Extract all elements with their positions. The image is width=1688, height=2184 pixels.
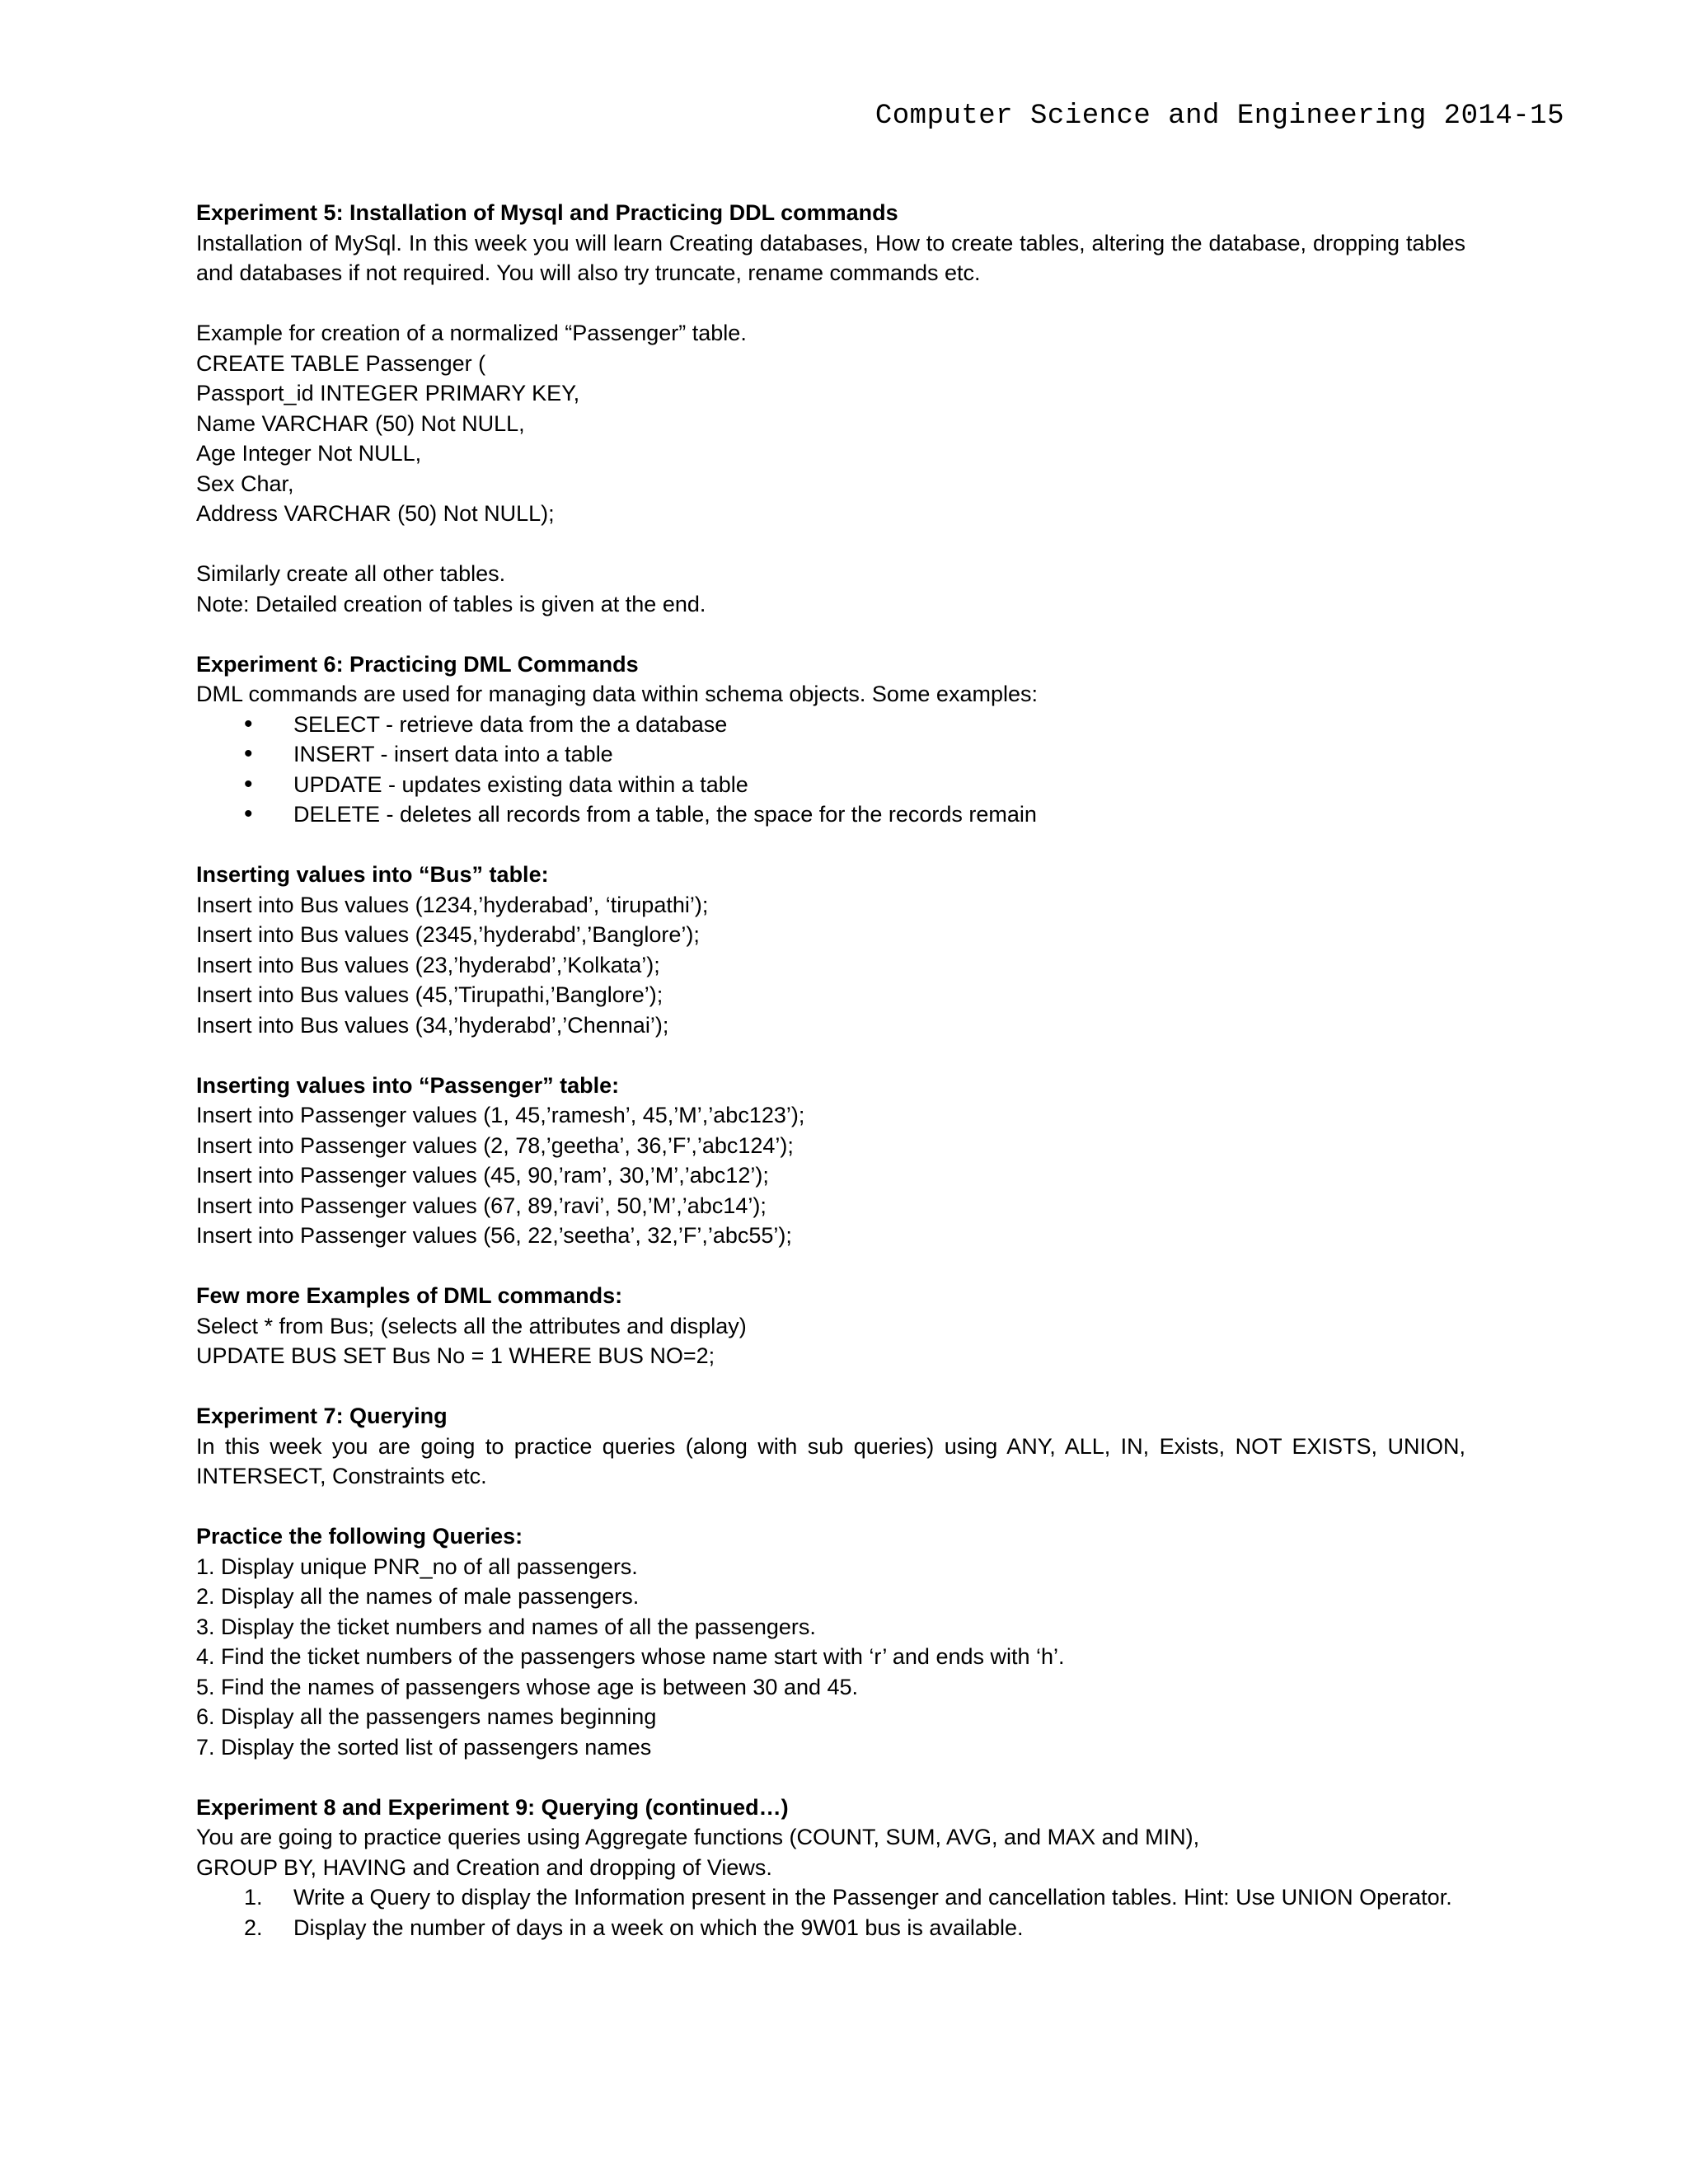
- exp5-similarly: Similarly create all other tables.: [196, 561, 506, 586]
- spacer: [196, 1251, 1465, 1282]
- list-item: • DELETE - deletes all records from a table, the space for the records remain: [196, 799, 1465, 830]
- query-item: 3. Display the ticket numbers and names of all the passengers.: [196, 1614, 816, 1639]
- exp89-intro-line: You are going to practice queries using Aggregate functions (COUNT, SUM, AVG, and MAX and MIN),: [196, 1825, 1200, 1849]
- dml-bullet-list: [196, 710, 1465, 830]
- spacer: [196, 288, 1465, 319]
- code-line: Passport_id INTEGER PRIMARY KEY,: [196, 381, 580, 405]
- query-item: 1. Display unique PNR_no of all passengers.: [196, 1554, 638, 1579]
- code-line: UPDATE BUS SET Bus No = 1 WHERE BUS NO=2;: [196, 1343, 715, 1368]
- code-line: Sex Char,: [196, 471, 294, 496]
- list-item: [196, 1913, 1465, 1943]
- list-item-text: Write a Query to display the Information present in the Passenger and cancellation tables. Hint: Use UNION Operator.: [293, 1885, 1452, 1910]
- code-line: Address VARCHAR (50) Not NULL);: [196, 501, 555, 526]
- exp5-heading: Experiment 5: Installation of Mysql and Practicing DDL commands: [196, 200, 898, 225]
- exp89-heading: Experiment 8 and Experiment 9: Querying (continued…): [196, 1794, 789, 1820]
- exp89-intro-line: GROUP BY, HAVING and Creation and dropping of Views.: [196, 1854, 772, 1880]
- query-item: 5. Find the names of passengers whose age is between 30 and 45.: [196, 1674, 859, 1699]
- spacer: [196, 1040, 1465, 1071]
- list-item: [196, 1882, 1465, 1913]
- spacer: [196, 1371, 1465, 1402]
- list-item-text: Display the number of days in a week on which the 9W01 bus is available.: [293, 1915, 1024, 1940]
- code-line: Insert into Passenger values (2, 78,’geetha’, 36,’F’,’abc124’);: [196, 1132, 794, 1158]
- query-item: 6. Display all the passengers names beginning: [196, 1704, 657, 1729]
- code-line: CREATE TABLE Passenger (: [196, 350, 486, 376]
- document-body: [196, 198, 1465, 1943]
- code-line: Select * from Bus; (selects all the attributes and display): [196, 1313, 747, 1338]
- spacer: [196, 830, 1465, 860]
- code-line: Insert into Passenger values (45, 90,’ram’, 30,’M’,’abc12’);: [196, 1163, 769, 1188]
- exp7-intro: In this week you are going to practice queries (along with sub queries) using ANY, ALL, IN, Exists, NOT EXISTS, UNION, INTERSECT, Constraints etc.: [196, 1433, 1465, 1488]
- code-line: Insert into Bus values (34,’hyderabd’,’Chennai’);: [196, 1012, 669, 1038]
- list-item: • UPDATE - updates existing data within a table: [196, 770, 1465, 800]
- spacer: [196, 1492, 1465, 1522]
- spacer: [196, 1762, 1465, 1793]
- exp6-intro: DML commands are used for managing data within schema objects. Some examples:: [196, 682, 1038, 706]
- code-line: Insert into Bus values (45,’Tirupathi,’Banglore’);: [196, 982, 663, 1007]
- exp6-heading: Experiment 6: Practicing DML Commands: [196, 651, 639, 677]
- spacer: [196, 619, 1465, 649]
- page-header: Computer Science and Engineering 2014-15: [874, 101, 1564, 132]
- more-dml-heading: Few more Examples of DML commands:: [196, 1283, 623, 1308]
- bus-insert-heading: Inserting values into “Bus” table:: [196, 862, 549, 887]
- code-line: Insert into Bus values (23,’hyderabd’,’Kolkata’);: [196, 952, 660, 977]
- exp7-heading: Experiment 7: Querying: [196, 1404, 448, 1428]
- practice-heading: Practice the following Queries:: [196, 1524, 523, 1549]
- code-line: Insert into Bus values (1234,’hyderabad’, ‘tirupathi’);: [196, 892, 709, 917]
- list-item-number: 2.: [244, 1915, 263, 1940]
- code-line: Age Integer Not NULL,: [196, 441, 422, 466]
- passenger-insert-heading: Inserting values into “Passenger” table:: [196, 1072, 620, 1098]
- list-item: • INSERT - insert data into a table: [196, 739, 1465, 770]
- code-line: Insert into Passenger values (67, 89,’ravi’, 50,’M’,’abc14’);: [196, 1193, 767, 1218]
- exp89-numbered-list: [196, 1882, 1465, 1943]
- query-item: 4. Find the ticket numbers of the passengers whose name start with ‘r’ and ends with ‘h’.: [196, 1644, 1065, 1669]
- spacer: [196, 529, 1465, 560]
- query-item: 7. Display the sorted list of passengers names: [196, 1734, 652, 1760]
- exp5-intro: Installation of MySql. In this week you will learn Creating databases, How to create tables, altering the database, dropping tables and databases if not required. You will also try truncate, rename commands etc.: [196, 230, 1465, 285]
- list-item: • SELECT - retrieve data from the a database: [196, 710, 1465, 740]
- code-line: Name VARCHAR (50) Not NULL,: [196, 410, 525, 436]
- query-item: 2. Display all the names of male passengers.: [196, 1584, 640, 1609]
- exp5-example-label: Example for creation of a normalized “Passenger” table.: [196, 321, 747, 345]
- code-line: Insert into Bus values (2345,’hyderabd’,’Banglore’);: [196, 922, 700, 947]
- code-line: Insert into Passenger values (1, 45,’ramesh’, 45,’M’,’abc123’);: [196, 1103, 805, 1127]
- list-item-number: 1.: [244, 1885, 263, 1910]
- code-line: Insert into Passenger values (56, 22,’seetha’, 32,’F’,’abc55’);: [196, 1223, 792, 1248]
- exp5-note: Note: Detailed creation of tables is given at the end.: [196, 591, 706, 616]
